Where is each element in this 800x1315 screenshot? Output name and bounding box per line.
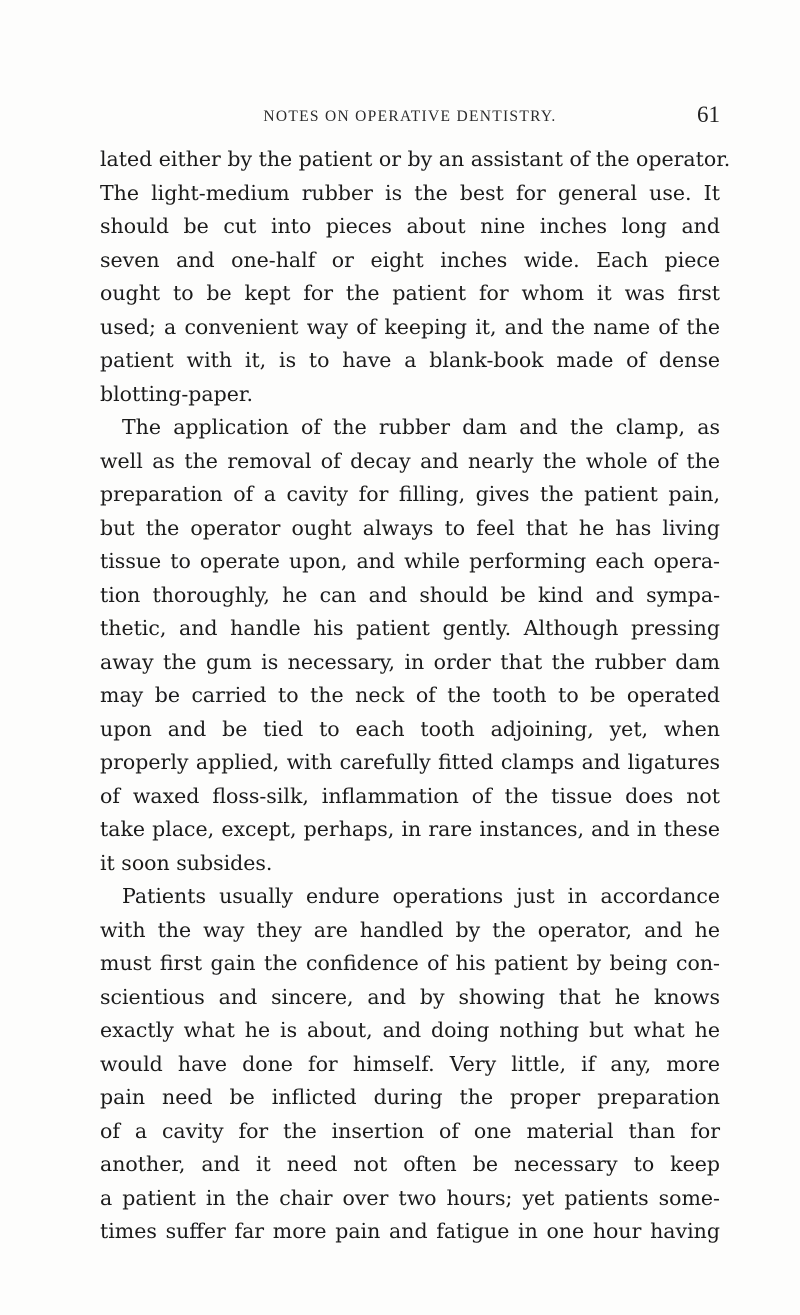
text-line: upon and be tied to each tooth adjoining, yet, when: [100, 716, 720, 741]
running-header: [100, 102, 720, 132]
text-line: The application of the rubber dam and the clamp, as: [122, 415, 720, 439]
page-number: 61: [697, 102, 720, 127]
text-line: patient with it, is to have a blank-book made of dense: [100, 348, 720, 372]
text-line: should be cut into pieces about nine inches long and: [100, 214, 720, 238]
running-title: NOTES ON OPERATIVE DENTISTRY.: [263, 108, 557, 125]
text-line: seven and one-half or eight inches wide. Each piece: [100, 247, 720, 272]
text-line: tion thoroughly, he can and should be kind and sympa-: [100, 582, 720, 607]
text-line: The light-medium rubber is the best for general use. It: [100, 180, 720, 205]
text-line: would have done for himself. Very little, if any, more: [100, 1051, 720, 1076]
text-line: it soon subsides.: [100, 850, 273, 875]
text-line: lated either by the patient or by an assistant of the operator.: [100, 147, 731, 171]
text-line: of waxed floss-silk, inflammation of the tissue does not: [100, 783, 720, 808]
text-line: may be carried to the neck of the tooth to be operated: [100, 683, 720, 707]
text-line: another, and it need not often be necessary to keep: [100, 1152, 720, 1176]
text-line: Patients usually endure operations just in accordance: [122, 884, 720, 908]
text-line: properly applied, with carefully fitted clamps and ligatures: [100, 750, 720, 774]
text-line: but the operator ought always to feel that he has living: [100, 515, 720, 540]
body-text: [100, 143, 731, 1249]
text-line: scientious and sincere, and by showing that he knows: [100, 984, 720, 1009]
text-line: thetic, and handle his patient gently. Although pressing: [100, 616, 720, 640]
text-line: pain need be inflicted during the proper preparation: [100, 1085, 720, 1109]
text-line: away the gum is necessary, in order that the rubber dam: [100, 649, 720, 674]
text-line: must first gain the confidence of his patient by being con-: [100, 951, 720, 975]
text-line: take place, except, perhaps, in rare instances, and in these: [100, 817, 720, 841]
text-line: of a cavity for the insertion of one material than for: [100, 1118, 720, 1143]
text-line: blotting-paper.: [100, 381, 253, 406]
text-line: a patient in the chair over two hours; yet patients some-: [100, 1185, 720, 1210]
text-line: well as the removal of decay and nearly the whole of the: [100, 448, 720, 473]
text-line: ought to be kept for the patient for whom it was first: [100, 281, 720, 305]
text-line: times suffer far more pain and fatigue in one hour having: [100, 1219, 720, 1243]
text-line: preparation of a cavity for filling, gives the patient pain,: [100, 482, 720, 506]
text-line: exactly what he is about, and doing nothing but what he: [100, 1018, 720, 1042]
text-line: with the way they are handled by the operator, and he: [100, 917, 720, 942]
text-line: tissue to operate upon, and while performing each opera-: [100, 549, 720, 573]
text-line: used; a convenient way of keeping it, and the name of the: [100, 314, 720, 339]
